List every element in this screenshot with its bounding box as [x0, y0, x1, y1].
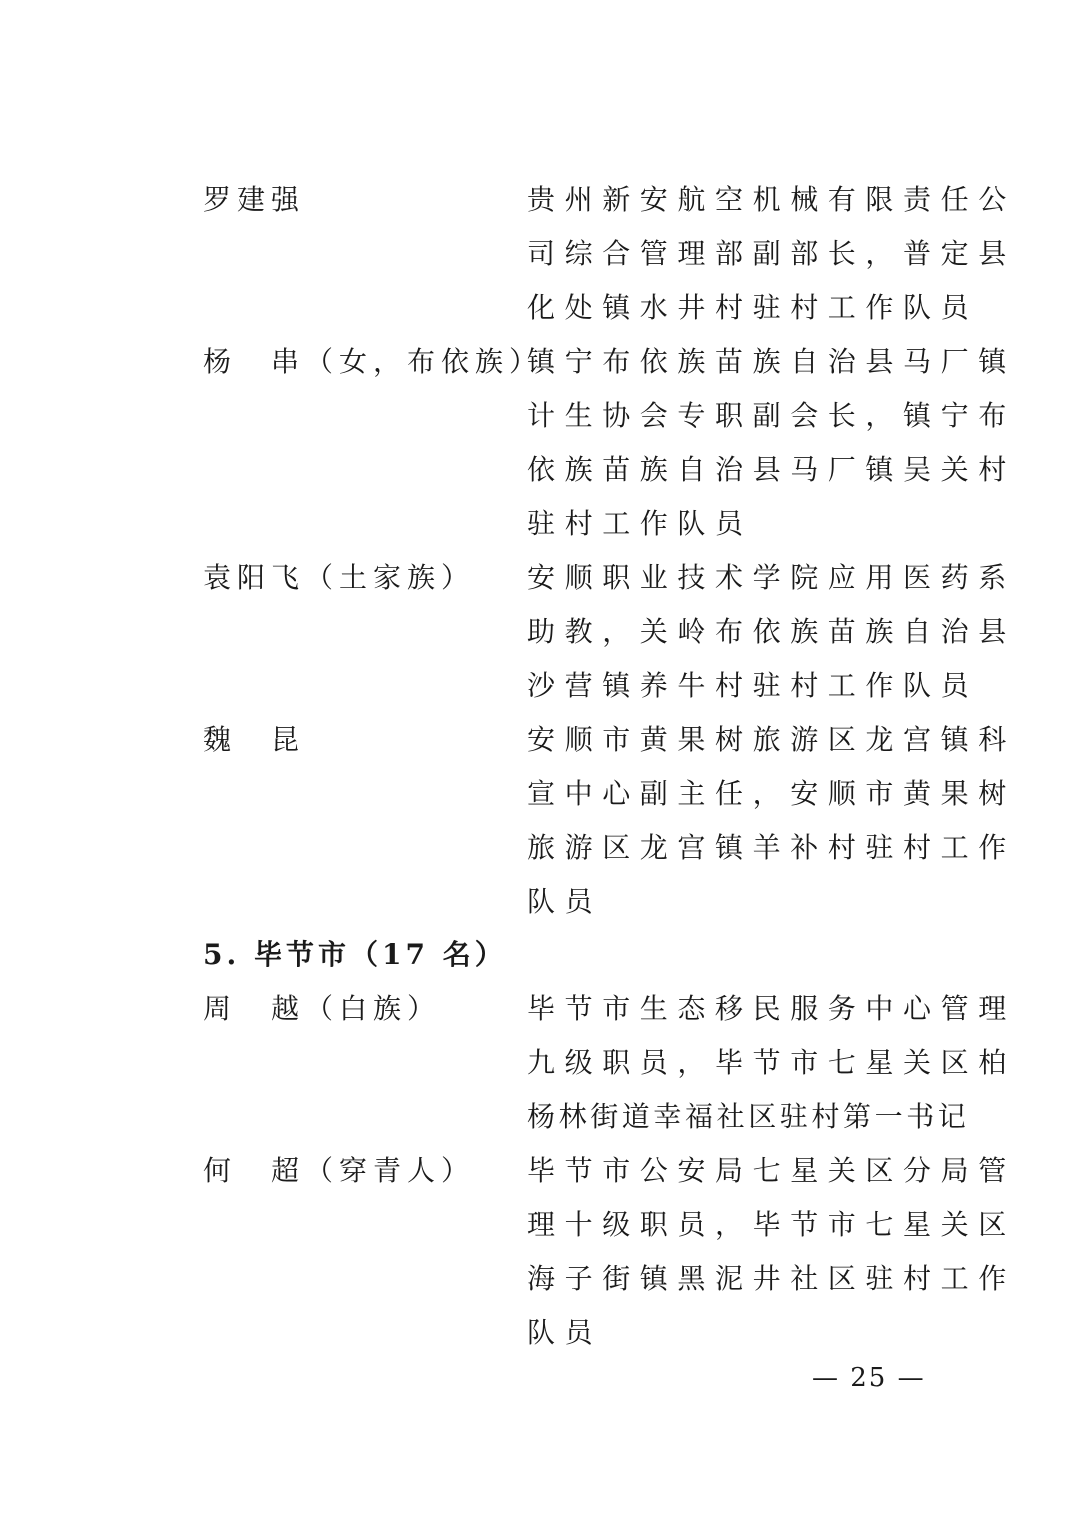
person-description-line: 毕节市公安局七星关区分局管 [527, 1154, 1016, 1187]
person-description-line: 队员 [527, 1316, 603, 1349]
person-description-line: 杨林街道幸福社区驻村第一书记 [527, 1100, 970, 1133]
person-name: 袁阳飞（土家族） [203, 561, 476, 594]
person-name: 何 超（穿青人） [203, 1154, 476, 1187]
person-description-line: 计生协会专职副会长，镇宁布 [527, 399, 1016, 432]
person-description-line: 贵州新安航空机械有限责任公 [527, 183, 1016, 216]
person-description-line: 化处镇水井村驻村工作队员 [527, 291, 979, 324]
person-description-line: 依族苗族自治县马厂镇吴关村 [527, 453, 1016, 486]
person-description-line: 安顺职业技术学院应用医药系 [527, 561, 1016, 594]
person-description-line: 司综合管理部副部长，普定县 [527, 237, 1016, 270]
person-description-line: 宣中心副主任，安顺市黄果树 [527, 777, 1016, 810]
person-description-line: 海子街镇黑泥井社区驻村工作 [527, 1262, 1016, 1295]
person-name: 杨 串（女，布依族） [203, 345, 544, 378]
person-description-line: 队员 [527, 885, 603, 918]
person-description-line: 助教，关岭布依族苗族自治县 [527, 615, 1016, 648]
person-name: 罗建强 [203, 183, 306, 216]
person-name: 周 越（白族） [203, 992, 442, 1025]
person-name: 魏 昆 [203, 723, 306, 756]
person-description-line: 旅游区龙宫镇羊补村驻村工作 [527, 831, 1016, 864]
page-number: — 25 — [812, 1363, 926, 1393]
person-description-line: 驻村工作队员 [527, 507, 753, 540]
person-description-line: 毕节市生态移民服务中心管理 [527, 992, 1016, 1025]
section-heading: 5. 毕节市（17 名） [203, 938, 507, 971]
person-description-line: 安顺市黄果树旅游区龙宫镇科 [527, 723, 1016, 756]
person-description-line: 镇宁布依族苗族自治县马厂镇 [527, 345, 1016, 378]
person-description-line: 九级职员，毕节市七星关区柏 [527, 1046, 1016, 1079]
person-description-line: 沙营镇养牛村驻村工作队员 [527, 669, 979, 702]
person-description-line: 理十级职员，毕节市七星关区 [527, 1208, 1016, 1241]
